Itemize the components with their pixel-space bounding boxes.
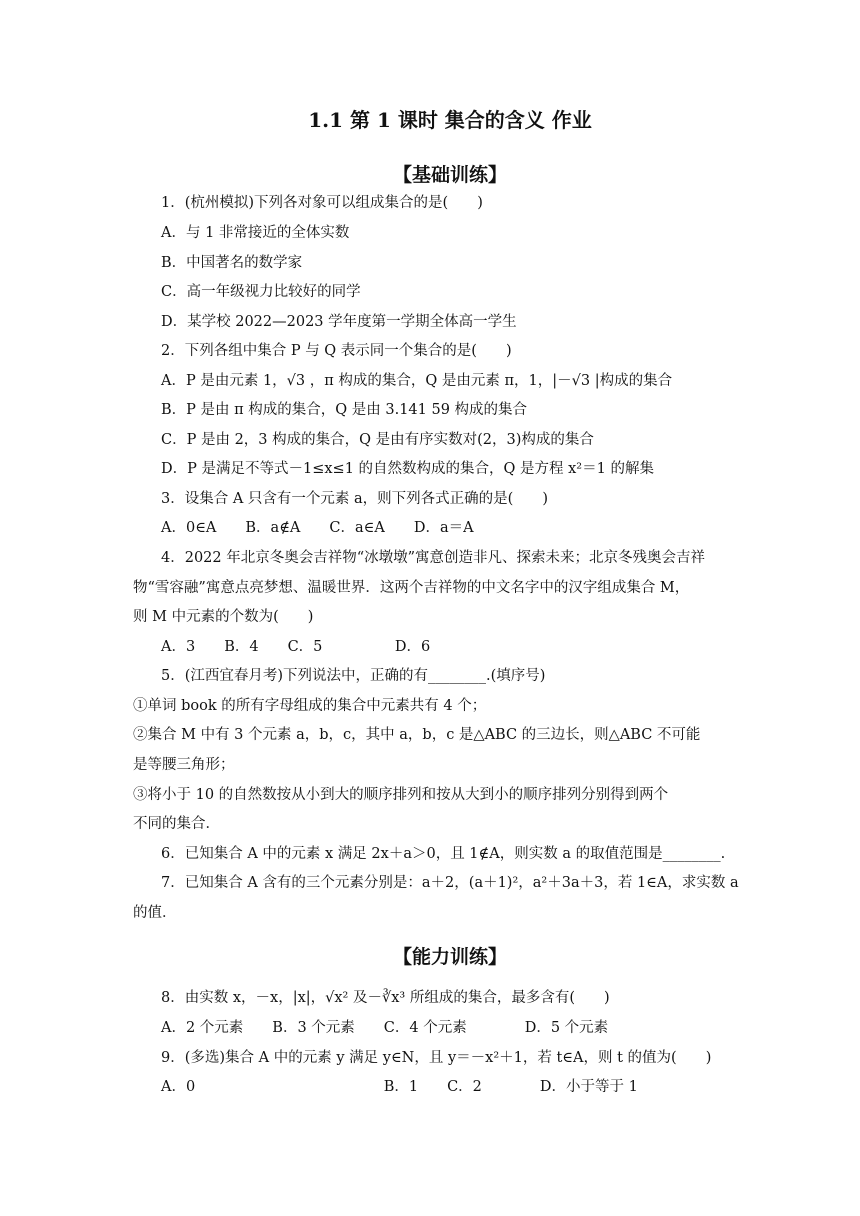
options-8: A．2 个元素 B．3 个元素 C．4 个元素 D．5 个元素 — [161, 1020, 609, 1036]
section-heading-ability: 【能力训练】 — [392, 946, 507, 968]
statement-5-2-cont: 是等腰三角形； — [133, 757, 235, 773]
question-7-cont: 的值． — [133, 905, 177, 921]
statement-5-1: ①单词 book 的所有字母组成的集合中元素共有 4 个； — [133, 698, 487, 714]
question-4-line-2: 物“雪容融”寓意点亮梦想、温暖世界．这两个吉祥物的中文名字中的汉字组成集合 M， — [133, 580, 690, 596]
statement-5-2: ②集合 M 中有 3 个元素 a，b，c，其中 a，b，c 是△ABC 的三边长，则△ABC 不可能 — [133, 727, 701, 743]
option-1b: B．中国著名的数学家 — [161, 255, 303, 271]
statement-5-3-cont: 不同的集合． — [133, 816, 220, 832]
option-2b: B．P 是由 π 构成的集合，Q 是由 3.141 59 构成的集合 — [161, 402, 528, 418]
option-2c: C．P 是由 2，3 构成的集合，Q 是由有序实数对(2，3)构成的集合 — [161, 432, 594, 448]
section-heading-basic: 【基础训练】 — [392, 164, 507, 186]
question-7: 7．已知集合 A 含有的三个元素分别是：a＋2，(a＋1)²，a²＋3a＋3，若 1∈A，求实数 a — [161, 875, 739, 891]
statement-5-3: ③将小于 10 的自然数按从小到大的顺序排列和按从大到小的顺序排列分别得到两个 — [133, 787, 669, 803]
question-1: 1．(杭州模拟)下列各对象可以组成集合的是( ) — [161, 195, 483, 211]
options-4: A．3 B．4 C．5 D．6 — [161, 639, 431, 655]
question-9: 9．(多选)集合 A 中的元素 y 满足 y∈N，且 y＝－x²＋1，若 t∈A，则 t 的值为( ) — [161, 1050, 712, 1066]
question-2: 2．下列各组中集合 P 与 Q 表示同一个集合的是( ) — [161, 343, 512, 359]
question-3: 3．设集合 A 只含有一个元素 a，则下列各式正确的是( ) — [161, 491, 548, 507]
options-3: A．0∈A B．a∉A C．a∈A D．a＝A — [161, 520, 474, 536]
option-1d: D．某学校 2022—2023 学年度第一学期全体高一学生 — [161, 314, 517, 330]
question-8: 8．由实数 x，－x，|x|，√x² 及－∛x³ 所组成的集合，最多含有( ) — [161, 990, 610, 1006]
question-4-line-1: 4．2022 年北京冬奥会吉祥物“冰墩墩”寓意创造非凡、探索未来；北京冬残奥会吉祥 — [161, 550, 706, 566]
page-title: 1.1 第 1 课时 集合的含义 作业 — [308, 108, 592, 132]
option-2a: A．P 是由元素 1，√3 ，π 构成的集合，Q 是由元素 π，1，|－√3 |构成的集合 — [161, 373, 673, 389]
option-1a: A．与 1 非常接近的全体实数 — [161, 225, 350, 241]
question-6: 6．已知集合 A 中的元素 x 满足 2x＋a＞0，且 1∉A，则实数 a 的取值范围是________. — [161, 846, 726, 862]
options-9: A．0 B．1 C．2 D．小于等于 1 — [161, 1079, 638, 1095]
option-1c: C．高一年级视力比较好的同学 — [161, 284, 361, 300]
question-5: 5．(江西宜春月考)下列说法中，正确的有________.(填序号) — [161, 668, 546, 684]
question-4-line-3: 则 M 中元素的个数为( ) — [133, 609, 314, 625]
option-2d: D．P 是满足不等式－1≤x≤1 的自然数构成的集合，Q 是方程 x²＝1 的解集 — [161, 461, 654, 477]
